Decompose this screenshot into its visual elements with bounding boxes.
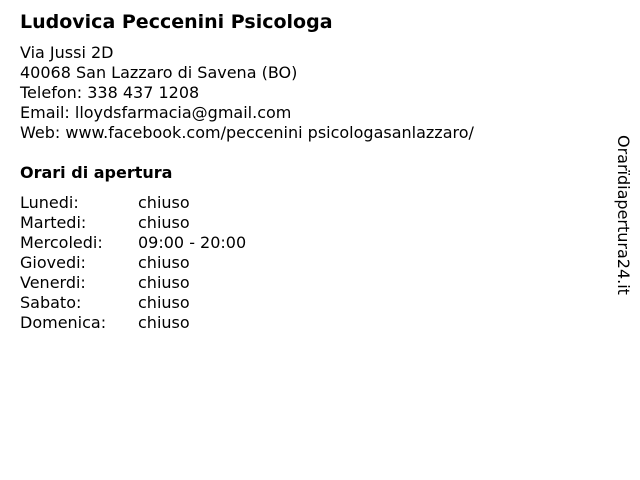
hours-day: Martedi:: [20, 213, 87, 232]
hours-row-friday: [20, 273, 600, 293]
hours-time: chiuso: [138, 313, 190, 332]
hours-row-sunday: [20, 313, 600, 333]
web-line: Web: www.facebook.com/peccenini psicologasanlazzaro/: [20, 123, 474, 142]
email-line: Email: lloydsfarmacia@gmail.com: [20, 103, 292, 122]
hours-row-saturday: [20, 293, 600, 313]
hours-time: chiuso: [138, 273, 190, 292]
hours-day: Sabato:: [20, 293, 82, 312]
business-name: Ludovica Peccenini Psicologa: [20, 11, 333, 33]
hours-time: 09:00 - 20:00: [138, 233, 247, 252]
hours-row-wednesday: [20, 233, 600, 253]
address-line-2: 40068 San Lazzaro di Savena (BO): [20, 63, 298, 82]
hours-day: Mercoledi:: [20, 233, 103, 252]
business-card: [20, 10, 600, 333]
hours-time: chiuso: [138, 213, 190, 232]
hours-time: chiuso: [138, 253, 190, 272]
hours-day: Lunedi:: [20, 193, 79, 212]
hours-row-thursday: [20, 253, 600, 273]
hours-day: Domenica:: [20, 313, 107, 332]
hours-row-tuesday: [20, 213, 600, 233]
address-line-1: Via Jussi 2D: [20, 43, 114, 62]
phone-line: Telefon: 338 437 1208: [20, 83, 200, 102]
hours-time: chiuso: [138, 293, 190, 312]
watermark-text: Orarïdiapertura24.it: [614, 135, 633, 295]
hours-day: Giovedi:: [20, 253, 86, 272]
opening-hours-title: Orari di apertura: [20, 163, 173, 182]
opening-hours-list: [20, 193, 600, 333]
hours-day: Venerdi:: [20, 273, 86, 292]
hours-time: chiuso: [138, 193, 190, 212]
watermark: [610, 135, 640, 310]
hours-row-monday: [20, 193, 600, 213]
